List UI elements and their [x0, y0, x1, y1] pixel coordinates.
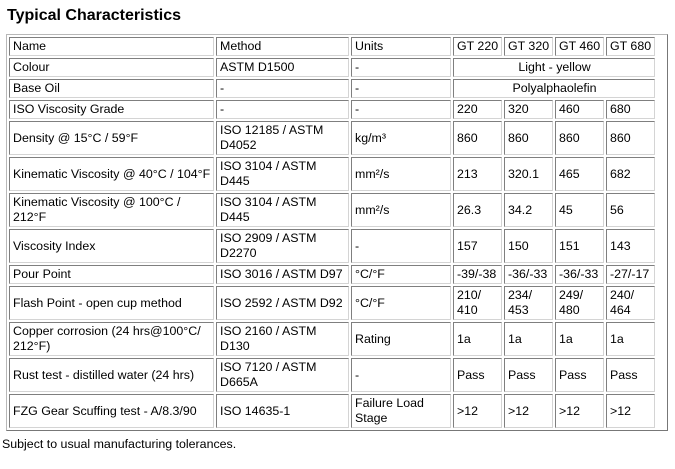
- table-row: [9, 157, 665, 191]
- cell-units: Failure Load Stage: [351, 394, 451, 428]
- cell-units: °C/°F: [351, 286, 451, 320]
- cell-value: >12: [606, 394, 655, 428]
- header-gt220: GT 220: [453, 37, 502, 56]
- cell-value: 860: [453, 121, 502, 155]
- cell-name: FZG Gear Scuffing test - A/8.3/90: [9, 394, 214, 428]
- cell-units: mm²/s: [351, 157, 451, 191]
- cell-span-value: Polyalphaolefin: [453, 79, 655, 98]
- cell-value: Pass: [453, 358, 502, 392]
- cell-name: Density @ 15°C / 59°F: [9, 121, 214, 155]
- row-spacer: [657, 100, 665, 119]
- cell-method: ISO 3016 / ASTM D97: [216, 265, 349, 284]
- table-row: [9, 100, 665, 119]
- footer-note: Subject to usual manufacturing tolerances.: [2, 437, 237, 451]
- cell-value: 220: [453, 100, 502, 119]
- cell-value: -36/-33: [555, 265, 604, 284]
- datasheet-page: [0, 6, 675, 469]
- cell-value: 157: [453, 229, 502, 263]
- table-row: [9, 322, 665, 356]
- header-gt680: GT 680: [606, 37, 655, 56]
- table-row: [9, 286, 665, 320]
- cell-name: Viscosity Index: [9, 229, 214, 263]
- row-spacer: [657, 58, 665, 77]
- cell-value: 210/ 410: [453, 286, 502, 320]
- cell-value: -27/-17: [606, 265, 655, 284]
- cell-value: 34.2: [504, 193, 553, 227]
- cell-method: ISO 14635-1: [216, 394, 349, 428]
- cell-value: 860: [504, 121, 553, 155]
- cell-name: Flash Point - open cup method: [9, 286, 214, 320]
- cell-units: Rating: [351, 322, 451, 356]
- cell-value: Pass: [555, 358, 604, 392]
- row-spacer: [657, 229, 665, 263]
- cell-name: Base Oil: [9, 79, 214, 98]
- header-method: Method: [216, 37, 349, 56]
- table-header-row: [9, 37, 665, 56]
- cell-value: 465: [555, 157, 604, 191]
- cell-value: 234/ 453: [504, 286, 553, 320]
- cell-name: Colour: [9, 58, 214, 77]
- header-name: Name: [9, 37, 214, 56]
- cell-value: -36/-33: [504, 265, 553, 284]
- table-row: [9, 193, 665, 227]
- cell-method: ISO 3104 / ASTM D445: [216, 193, 349, 227]
- row-spacer: [657, 157, 665, 191]
- cell-value: >12: [453, 394, 502, 428]
- cell-value: 860: [606, 121, 655, 155]
- cell-value: 151: [555, 229, 604, 263]
- cell-method: ISO 3104 / ASTM D445: [216, 157, 349, 191]
- cell-value: 680: [606, 100, 655, 119]
- cell-value: 56: [606, 193, 655, 227]
- cell-method: ISO 2909 / ASTM D2270: [216, 229, 349, 263]
- cell-value: 460: [555, 100, 604, 119]
- row-spacer: [657, 394, 665, 428]
- table-row: [9, 394, 665, 428]
- cell-units: mm²/s: [351, 193, 451, 227]
- cell-value: 240/ 464: [606, 286, 655, 320]
- row-spacer: [657, 37, 665, 56]
- cell-value: 1a: [504, 322, 553, 356]
- cell-units: kg/m³: [351, 121, 451, 155]
- table-row: [9, 265, 665, 284]
- row-spacer: [657, 322, 665, 356]
- cell-units: -: [351, 229, 451, 263]
- cell-value: 1a: [606, 322, 655, 356]
- row-spacer: [657, 358, 665, 392]
- cell-method: ISO 12185 / ASTM D4052: [216, 121, 349, 155]
- table-body: [9, 58, 665, 428]
- characteristics-table: [6, 34, 668, 431]
- cell-units: -: [351, 100, 451, 119]
- cell-method: ISO 2160 / ASTM D130: [216, 322, 349, 356]
- cell-value: 320: [504, 100, 553, 119]
- cell-value: 213: [453, 157, 502, 191]
- cell-value: 143: [606, 229, 655, 263]
- cell-value: Pass: [606, 358, 655, 392]
- row-spacer: [657, 79, 665, 98]
- cell-value: 26.3: [453, 193, 502, 227]
- cell-name: Kinematic Viscosity @ 40°C / 104°F: [9, 157, 214, 191]
- header-gt460: GT 460: [555, 37, 604, 56]
- table-row: [9, 358, 665, 392]
- cell-span-value: Light - yellow: [453, 58, 655, 77]
- cell-units: -: [351, 358, 451, 392]
- row-spacer: [657, 121, 665, 155]
- row-spacer: [657, 286, 665, 320]
- row-spacer: [657, 193, 665, 227]
- cell-value: 249/ 480: [555, 286, 604, 320]
- cell-value: 682: [606, 157, 655, 191]
- header-gt320: GT 320: [504, 37, 553, 56]
- page-title: Typical Characteristics: [7, 7, 182, 24]
- cell-name: ISO Viscosity Grade: [9, 100, 214, 119]
- cell-value: >12: [555, 394, 604, 428]
- cell-method: ISO 7120 / ASTM D665A: [216, 358, 349, 392]
- cell-method: -: [216, 79, 349, 98]
- table-row: [9, 79, 665, 98]
- cell-name: Kinematic Viscosity @ 100°C / 212°F: [9, 193, 214, 227]
- table-row: [9, 121, 665, 155]
- cell-method: ISO 2592 / ASTM D92: [216, 286, 349, 320]
- cell-value: 1a: [453, 322, 502, 356]
- cell-units: °C/°F: [351, 265, 451, 284]
- table-row: [9, 58, 665, 77]
- cell-units: -: [351, 79, 451, 98]
- cell-value: -39/-38: [453, 265, 502, 284]
- header-units: Units: [351, 37, 451, 56]
- row-spacer: [657, 265, 665, 284]
- table-row: [9, 229, 665, 263]
- cell-value: 320.1: [504, 157, 553, 191]
- cell-name: Pour Point: [9, 265, 214, 284]
- cell-value: 150: [504, 229, 553, 263]
- cell-value: >12: [504, 394, 553, 428]
- cell-name: Rust test - distilled water (24 hrs): [9, 358, 214, 392]
- cell-value: 1a: [555, 322, 604, 356]
- cell-units: -: [351, 58, 451, 77]
- cell-name: Copper corrosion (24 hrs@100°C/ 212°F): [9, 322, 214, 356]
- cell-method: ASTM D1500: [216, 58, 349, 77]
- cell-value: 45: [555, 193, 604, 227]
- cell-value: 860: [555, 121, 604, 155]
- cell-value: Pass: [504, 358, 553, 392]
- cell-method: -: [216, 100, 349, 119]
